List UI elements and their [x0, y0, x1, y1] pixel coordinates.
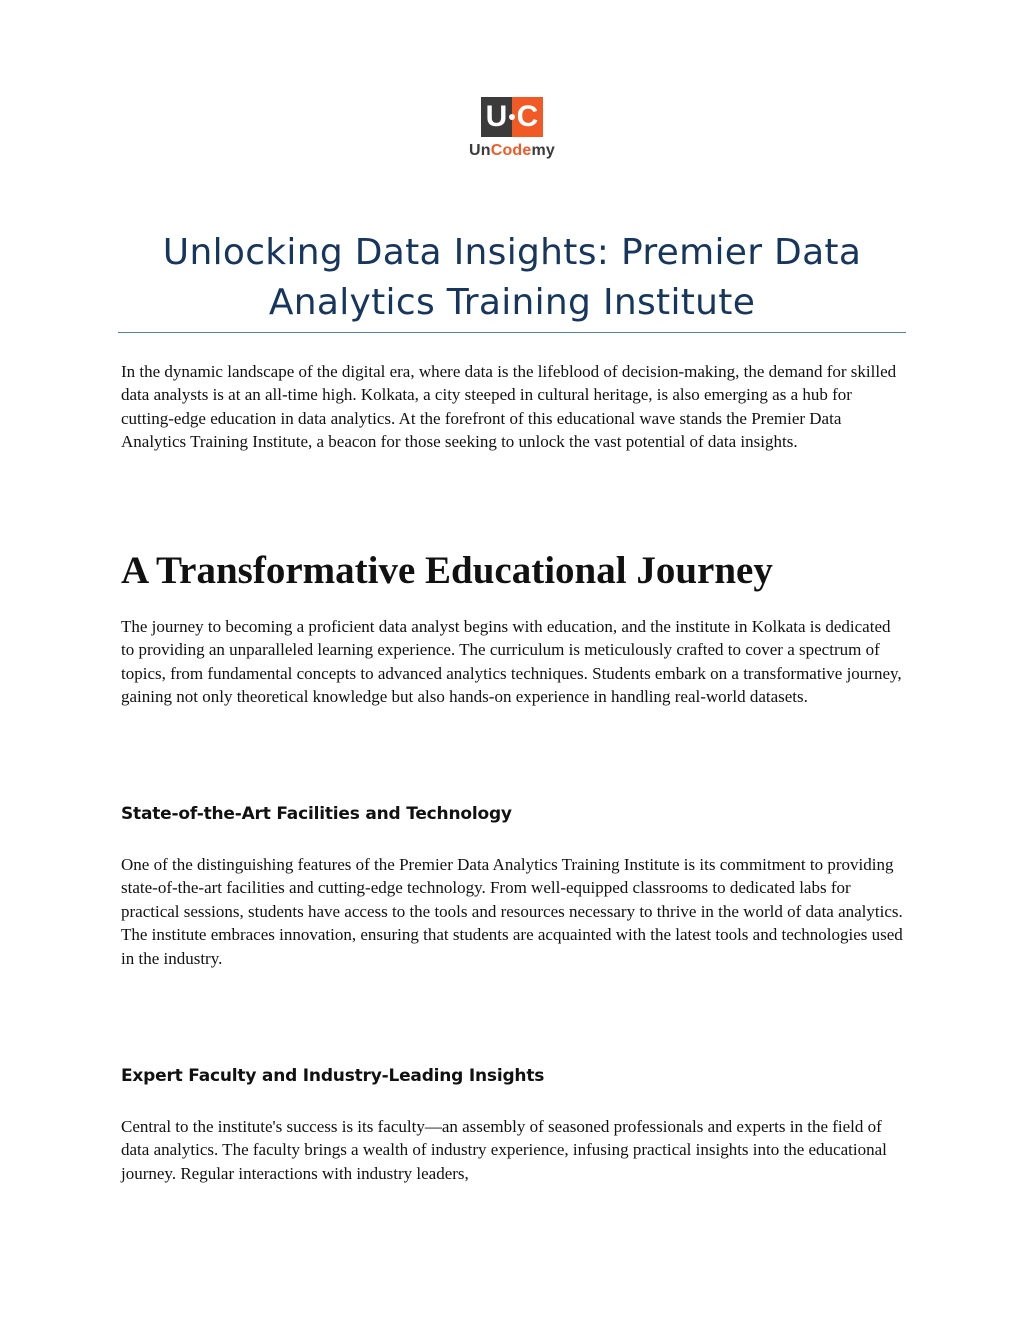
- section-body-transformative-journey: The journey to becoming a proficient data analyst begins with education, and the institute in Kolkata is dedicated to providing an unparalleled learning experience. The curriculum is meticulously crafted to cover a spectrum of topics, from fundamental concepts to advanced analytics techniques. Students embark on a transformative journey, gaining not only theoretical knowledge but also hands-on experience in handling real-world datasets.: [121, 617, 902, 707]
- title-underline-rule: [118, 332, 906, 333]
- logo-wordmark: [460, 141, 564, 161]
- section-heading-facilities: State-of-the-Art Facilities and Technology: [121, 804, 512, 824]
- section-heading-transformative-journey: A Transformative Educational Journey: [121, 549, 773, 592]
- logo-word-my: my: [531, 142, 556, 159]
- document-title: Unlocking Data Insights: Premier Data Analytics Training Institute: [162, 232, 862, 323]
- logo-dot-icon: [509, 114, 515, 120]
- intro-paragraph: In the dynamic landscape of the digital era, where data is the lifeblood of decision-making, the demand for skilled data analysts is at an all-time high. Kolkata, a city steeped in cultural heritage, is also emerging as a hub for cutting-edge education in data analytics. At the forefront of this educational wave stands the Premier Data Analytics Training Institute, a beacon for those seeking to unlock the vast potential of data insights.: [121, 362, 897, 452]
- section-body-expert-faculty: Central to the institute's success is its faculty—an assembly of seasoned professionals and experts in the field of data analytics. The faculty brings a wealth of industry experience, infusing practical insights into the educational journey. Regular interactions with industry leaders,: [121, 1117, 887, 1183]
- section-heading-expert-faculty: Expert Faculty and Industry-Leading Insights: [121, 1066, 545, 1086]
- logo-mark-u: U: [481, 97, 512, 137]
- logo-word-code: Code: [490, 142, 532, 159]
- logo-mark-c: C: [512, 97, 543, 137]
- uncodemy-logo: [460, 97, 564, 163]
- section-body-facilities: One of the distinguishing features of the Premier Data Analytics Training Institute is its commitment to providing state-of-the-art facilities and cutting-edge technology. From well-equipped classrooms to dedicated labs for practical sessions, students have access to the tools and resources necessary to thrive in the world of data analytics. The institute embraces innovation, ensuring that students are acquainted with the latest tools and technologies used in the industry.: [121, 855, 903, 968]
- logo-mark: [481, 97, 543, 137]
- logo-word-un: Un: [468, 142, 491, 159]
